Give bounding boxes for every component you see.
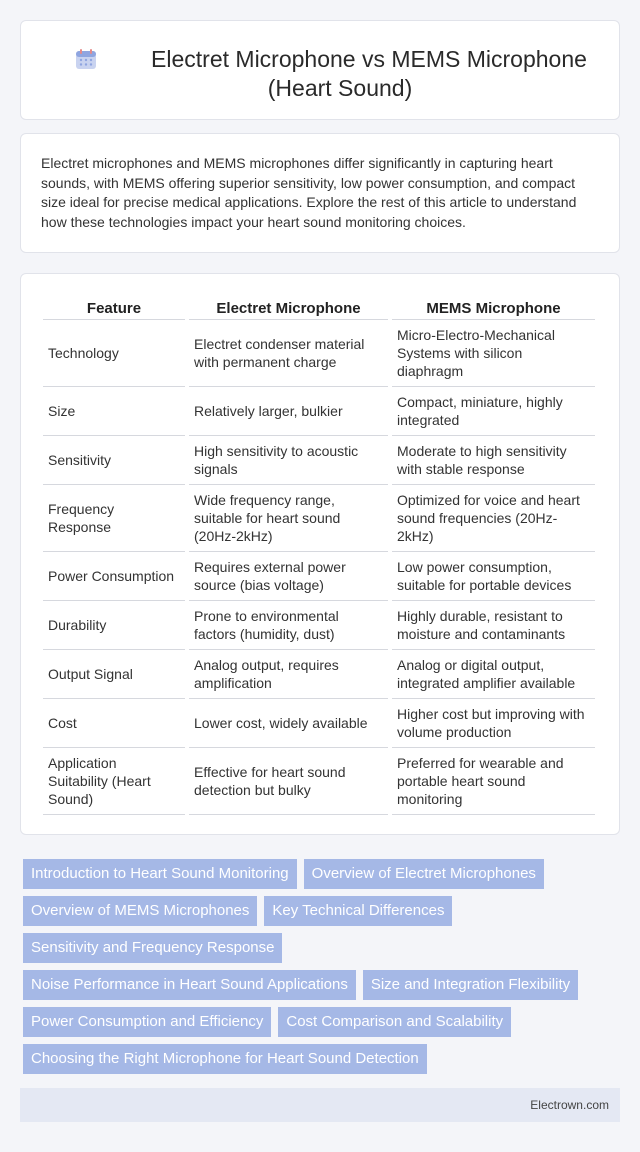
topic-tag[interactable]: Power Consumption and Efficiency — [23, 1007, 271, 1037]
topic-tag[interactable]: Overview of MEMS Microphones — [23, 896, 257, 926]
comparison-table-card — [20, 273, 620, 835]
table-row — [43, 601, 595, 650]
cell-electret: Requires external power source (bias voltage) — [189, 552, 388, 601]
cell-mems: Higher cost but improving with volume production — [392, 699, 595, 748]
cell-feature: Cost — [43, 699, 185, 748]
cell-electret: Electret condenser material with permanent charge — [189, 320, 388, 387]
topic-tag[interactable]: Overview of Electret Microphones — [304, 859, 544, 889]
cell-mems: Moderate to high sensitivity with stable response — [392, 436, 595, 485]
cell-mems: Low power consumption, suitable for portable devices — [392, 552, 595, 601]
cell-electret: Lower cost, widely available — [189, 699, 388, 748]
page-title-line1: Electret Microphone vs MEMS Microphone — [151, 46, 587, 72]
cell-feature: Output Signal — [43, 650, 185, 699]
intro-card — [20, 133, 620, 253]
intro-paragraph: Electret microphones and MEMS microphones differ significantly in capturing heart sounds, with MEMS offering superior sensitivity, low power consumption, and compact size ideal for precise medical applications. Explore the rest of this article to understand how these technologies impact your heart sound monitoring choices. — [41, 155, 577, 230]
cell-feature: Durability — [43, 601, 185, 650]
topic-tag[interactable]: Size and Integration Flexibility — [363, 970, 578, 1000]
tag-row — [23, 970, 623, 1000]
cell-electret: High sensitivity to acoustic signals — [189, 436, 388, 485]
topic-tags — [23, 859, 623, 1081]
page-title-line2: (Heart Sound) — [267, 75, 413, 101]
cell-electret: Prone to environmental factors (humidity, dust) — [189, 601, 388, 650]
tag-row — [23, 933, 623, 963]
page-title — [81, 45, 599, 103]
table-row — [43, 699, 595, 748]
topic-tag[interactable]: Cost Comparison and Scalability — [278, 1007, 511, 1037]
cell-feature: Application Suitability (Heart Sound) — [43, 748, 185, 815]
tag-row — [23, 1007, 623, 1037]
cell-feature: Size — [43, 387, 185, 436]
cell-electret: Analog output, requires amplification — [189, 650, 388, 699]
title-card — [20, 20, 620, 120]
column-header-electret: Electret Microphone — [189, 294, 388, 320]
footer — [20, 1088, 620, 1122]
column-header-mems: MEMS Microphone — [392, 294, 595, 320]
footer-brand[interactable]: Electrown.com — [530, 1098, 609, 1112]
tag-row — [23, 859, 623, 889]
topic-tag[interactable]: Sensitivity and Frequency Response — [23, 933, 282, 963]
cell-feature: Frequency Response — [43, 485, 185, 552]
topic-tag[interactable]: Noise Performance in Heart Sound Applications — [23, 970, 356, 1000]
cell-mems: Compact, miniature, highly integrated — [392, 387, 595, 436]
cell-mems: Optimized for voice and heart sound frequencies (20Hz-2kHz) — [392, 485, 595, 552]
tag-row — [23, 1044, 623, 1074]
cell-electret: Wide frequency range, suitable for heart sound (20Hz-2kHz) — [189, 485, 388, 552]
table-row — [43, 320, 595, 387]
table-row — [43, 387, 595, 436]
cell-mems: Highly durable, resistant to moisture and contaminants — [392, 601, 595, 650]
table-row — [43, 485, 595, 552]
table-row — [43, 552, 595, 601]
cell-feature: Technology — [43, 320, 185, 387]
cell-mems: Preferred for wearable and portable heart sound monitoring — [392, 748, 595, 815]
cell-mems: Micro-Electro-Mechanical Systems with silicon diaphragm — [392, 320, 595, 387]
cell-electret: Relatively larger, bulkier — [189, 387, 388, 436]
topic-tag[interactable]: Key Technical Differences — [264, 896, 452, 926]
table-row — [43, 748, 595, 815]
topic-tag[interactable]: Introduction to Heart Sound Monitoring — [23, 859, 297, 889]
cell-mems: Analog or digital output, integrated amplifier available — [392, 650, 595, 699]
table-row — [43, 436, 595, 485]
cell-feature: Power Consumption — [43, 552, 185, 601]
column-header-feature: Feature — [43, 294, 185, 320]
table-row — [43, 650, 595, 699]
table-header-row — [43, 294, 595, 320]
tag-row — [23, 896, 623, 926]
cell-electret: Effective for heart sound detection but bulky — [189, 748, 388, 815]
cell-feature: Sensitivity — [43, 436, 185, 485]
comparison-table — [39, 294, 599, 815]
topic-tag[interactable]: Choosing the Right Microphone for Heart Sound Detection — [23, 1044, 427, 1074]
